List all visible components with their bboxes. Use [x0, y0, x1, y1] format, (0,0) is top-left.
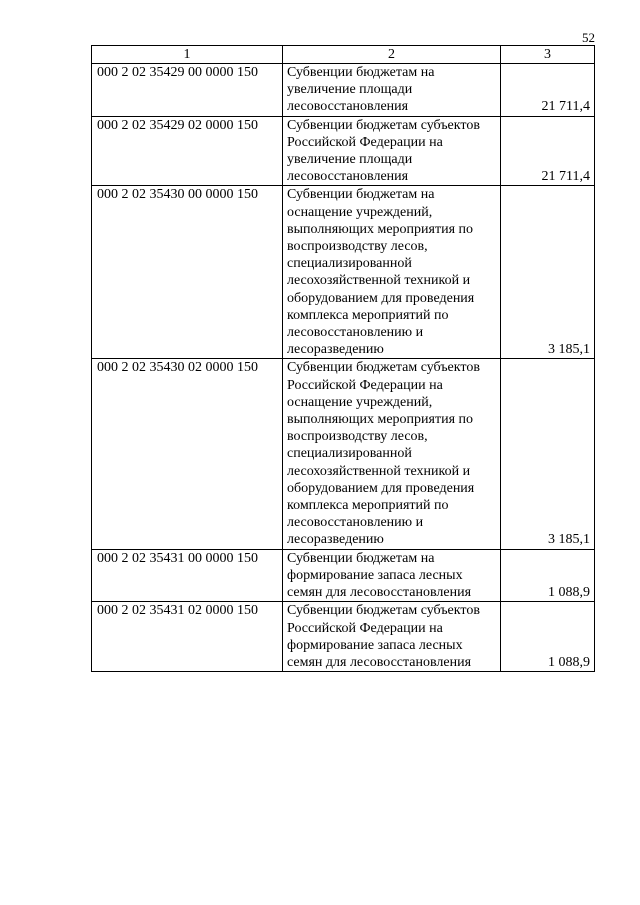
table-row — [92, 359, 595, 549]
header-row — [92, 46, 595, 64]
row-description: Субвенции бюджетам на формирование запаса лесных семян для лесовосстановления — [283, 549, 501, 602]
row-description: Субвенции бюджетам субъектов Российской Федерации на оснащение учреждений, выполняющих мероприятия по воспроизводству лесов, специализированной лесохозяйственной техникой и оборудованием для проведения комплекса мероприятий по лесовосстановлению и лесоразведению — [283, 359, 501, 549]
row-amount: 21 711,4 — [501, 116, 595, 186]
page-number: 52 — [582, 30, 595, 45]
budget-table — [91, 45, 595, 672]
table-row — [92, 116, 595, 186]
row-amount: 21 711,4 — [501, 64, 595, 117]
row-description: Субвенции бюджетам субъектов Российской Федерации на формирование запаса лесных семян для лесовосстановления — [283, 602, 501, 672]
table-header — [92, 46, 595, 64]
row-code: 000 2 02 35430 00 0000 150 — [92, 186, 283, 359]
header-column-1: 1 — [92, 46, 283, 64]
header-column-3: 3 — [501, 46, 595, 64]
row-code: 000 2 02 35429 02 0000 150 — [92, 116, 283, 186]
row-amount: 3 185,1 — [501, 359, 595, 549]
row-code: 000 2 02 35431 00 0000 150 — [92, 549, 283, 602]
row-code: 000 2 02 35431 02 0000 150 — [92, 602, 283, 672]
row-description: Субвенции бюджетам на увеличение площади лесовосстановления — [283, 64, 501, 117]
row-amount: 1 088,9 — [501, 549, 595, 602]
header-column-2: 2 — [283, 46, 501, 64]
table-row — [92, 549, 595, 602]
row-code: 000 2 02 35430 02 0000 150 — [92, 359, 283, 549]
table-row — [92, 64, 595, 117]
table-row — [92, 186, 595, 359]
row-description: Субвенции бюджетам субъектов Российской Федерации на увеличение площади лесовосстановления — [283, 116, 501, 186]
row-amount: 3 185,1 — [501, 186, 595, 359]
row-code: 000 2 02 35429 00 0000 150 — [92, 64, 283, 117]
row-amount: 1 088,9 — [501, 602, 595, 672]
row-description: Субвенции бюджетам на оснащение учреждений, выполняющих мероприятия по воспроизводству лесов, специализированной лесохозяйственной техникой и оборудованием для проведения комплекса мероприятий по лесовосстановлению и лесоразведению — [283, 186, 501, 359]
table-row — [92, 602, 595, 672]
table-body — [92, 64, 595, 672]
